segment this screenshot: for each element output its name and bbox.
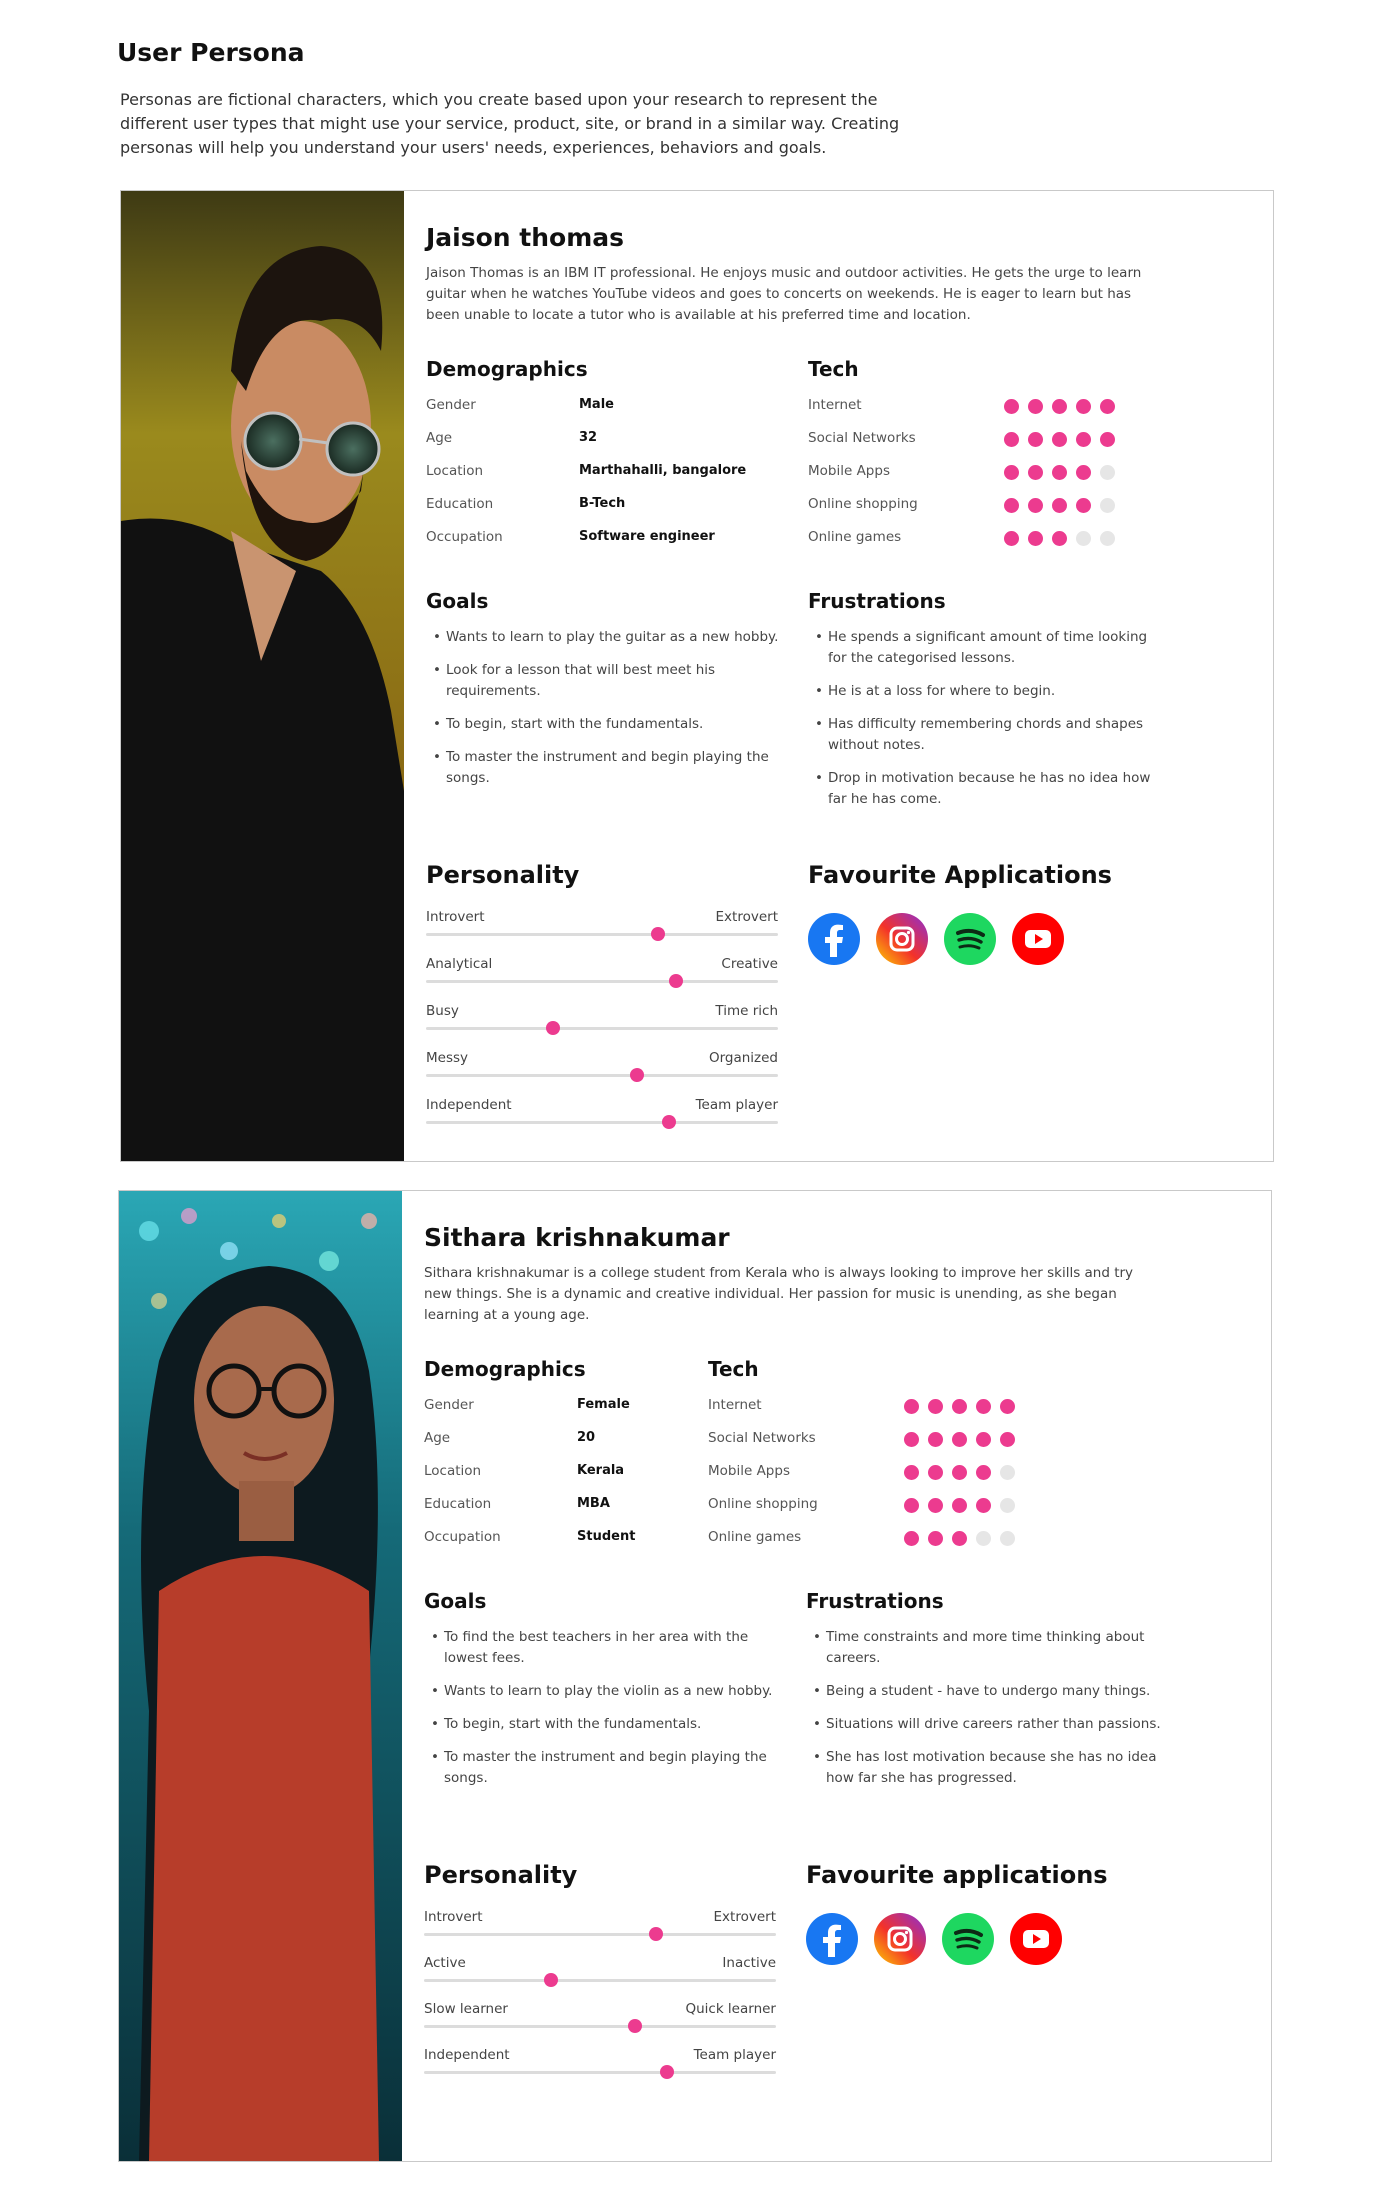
- rating-dot-filled: [1000, 1432, 1015, 1447]
- personality-slider: [426, 956, 778, 996]
- tech-label: Mobile Apps: [808, 463, 890, 479]
- slider-right-label: Extrovert: [713, 1909, 776, 1925]
- personality-slider: [424, 2001, 776, 2041]
- demographics-value: Marthahalli, bangalore: [579, 463, 747, 478]
- tech-row: [808, 496, 1148, 516]
- slider-track: [426, 933, 778, 936]
- persona-bio: Sithara krishnakumar is a college student from Kerala who is always looking to improve her skills and try new things. She is a dynamic and creative individual. Her passion for music is unending, as she began learning at a young age.: [424, 1265, 1134, 1323]
- persona-photo: [121, 191, 404, 1161]
- tech-rating: [1004, 498, 1115, 513]
- tech-row: [708, 1496, 1048, 1516]
- tech-label: Online shopping: [808, 496, 918, 512]
- tech-label: Internet: [708, 1397, 762, 1413]
- goal-item: • To begin, start with the fundamentals.: [424, 1714, 784, 1735]
- frustration-item: • Drop in motivation because he has no idea how far he has come.: [808, 768, 1168, 810]
- rating-dot-empty: [1000, 1531, 1015, 1546]
- page-title: User Persona: [117, 38, 305, 67]
- rating-dot-filled: [928, 1432, 943, 1447]
- tech-rating: [904, 1531, 1015, 1546]
- apps-title: Favourite applications: [806, 1861, 1108, 1889]
- slider-knob: [630, 1068, 644, 1082]
- slider-knob: [669, 974, 683, 988]
- goals-title: Goals: [424, 1589, 487, 1613]
- frustration-item: • Has difficulty remembering chords and shapes without notes.: [808, 714, 1168, 756]
- demographics-value: Student: [577, 1529, 636, 1544]
- rating-dot-filled: [976, 1465, 991, 1480]
- slider-knob: [628, 2019, 642, 2033]
- facebook-icon[interactable]: [808, 913, 860, 965]
- demographics-label: Gender: [426, 397, 476, 413]
- rating-dot-filled: [1004, 531, 1019, 546]
- youtube-icon[interactable]: [1012, 913, 1064, 965]
- spotify-icon[interactable]: [944, 913, 996, 965]
- rating-dot-filled: [904, 1432, 919, 1447]
- personality-slider: [424, 1909, 776, 1949]
- slider-track: [424, 1933, 776, 1936]
- goals-list: [424, 1627, 784, 1801]
- rating-dot-filled: [1052, 465, 1067, 480]
- goal-item: • To master the instrument and begin playing the songs.: [424, 1747, 784, 1789]
- demographics-row: [426, 430, 776, 450]
- facebook-icon[interactable]: [806, 1913, 858, 1965]
- instagram-icon[interactable]: [874, 1913, 926, 1965]
- rating-dot-filled: [1076, 465, 1091, 480]
- frustrations-list: [808, 627, 1168, 822]
- goal-item: • Wants to learn to play the guitar as a new hobby.: [426, 627, 786, 648]
- personality-slider: [424, 1955, 776, 1995]
- rating-dot-filled: [1028, 531, 1043, 546]
- goal-item: • Look for a lesson that will best meet his requirements.: [426, 660, 786, 702]
- slider-left-label: Messy: [426, 1050, 469, 1066]
- slider-right-label: Quick learner: [685, 2001, 776, 2017]
- slider-left-label: Independent: [424, 2047, 510, 2063]
- frustration-item: • Being a student - have to undergo many things.: [806, 1681, 1166, 1702]
- frustration-item: • She has lost motivation because she has no idea how far she has progressed.: [806, 1747, 1166, 1789]
- slider-left-label: Independent: [426, 1097, 512, 1113]
- rating-dot-filled: [1052, 432, 1067, 447]
- persona-content: [426, 191, 1273, 1161]
- youtube-icon[interactable]: [1010, 1913, 1062, 1965]
- slider-knob: [662, 1115, 676, 1129]
- demographics-label: Gender: [424, 1397, 474, 1413]
- tech-row: [708, 1529, 1048, 1549]
- demographics-value: MBA: [577, 1496, 610, 1511]
- slider-left-label: Busy: [426, 1003, 459, 1019]
- goals-title: Goals: [426, 589, 489, 613]
- personality-title: Personality: [424, 1861, 578, 1889]
- tech-title: Tech: [808, 357, 859, 381]
- demographics-value: 20: [577, 1430, 596, 1445]
- persona-card: [120, 190, 1274, 1162]
- rating-dot-empty: [1000, 1465, 1015, 1480]
- favourite-apps: [806, 1913, 1062, 1965]
- personality-title: Personality: [426, 861, 580, 889]
- slider-knob: [649, 1927, 663, 1941]
- rating-dot-empty: [1100, 498, 1115, 513]
- rating-dot-filled: [1004, 498, 1019, 513]
- tech-row: [708, 1463, 1048, 1483]
- slider-knob: [546, 1021, 560, 1035]
- slider-right-label: Creative: [721, 956, 778, 972]
- persona-name: Jaison thomas: [426, 223, 625, 252]
- slider-track: [426, 1121, 778, 1124]
- rating-dot-filled: [904, 1465, 919, 1480]
- demographics-label: Occupation: [424, 1529, 501, 1545]
- tech-label: Social Networks: [808, 430, 916, 446]
- demographics-value: B-Tech: [579, 496, 626, 511]
- tech-rating: [1004, 399, 1115, 414]
- rating-dot-filled: [976, 1432, 991, 1447]
- frustration-item: • Situations will drive careers rather than passions.: [806, 1714, 1166, 1735]
- goal-item: • To master the instrument and begin playing the songs.: [426, 747, 786, 789]
- rating-dot-filled: [952, 1465, 967, 1480]
- tech-rating: [904, 1399, 1015, 1414]
- tech-row: [808, 430, 1148, 450]
- tech-rating: [1004, 465, 1115, 480]
- persona-bio: Jaison Thomas is an IBM IT professional. He enjoys music and outdoor activities. He gets the urge to learn guitar when he watches YouTube videos and goes to concerts on weekends. He is eager to learn but has been unable to locate a tutor who is available at his preferred time and location.: [426, 265, 1142, 323]
- slider-right-label: Time rich: [715, 1003, 778, 1019]
- frustrations-title: Frustrations: [808, 589, 946, 613]
- rating-dot-empty: [976, 1531, 991, 1546]
- rating-dot-filled: [1100, 432, 1115, 447]
- frustration-item: • He is at a loss for where to begin.: [808, 681, 1168, 702]
- favourite-apps: [808, 913, 1064, 965]
- demographics-value: Female: [577, 1397, 630, 1412]
- tech-rating: [1004, 531, 1115, 546]
- slider-left-label: Introvert: [426, 909, 485, 925]
- rating-dot-filled: [1028, 432, 1043, 447]
- rating-dot-filled: [952, 1432, 967, 1447]
- tech-label: Social Networks: [708, 1430, 816, 1446]
- frustration-item: • He spends a significant amount of time looking for the categorised lessons.: [808, 627, 1168, 669]
- slider-knob: [660, 2065, 674, 2079]
- rating-dot-filled: [904, 1399, 919, 1414]
- persona-card: [118, 1190, 1272, 2162]
- rating-dot-empty: [1000, 1498, 1015, 1513]
- demographics-value: Kerala: [577, 1463, 625, 1478]
- personality-slider: [426, 1097, 778, 1137]
- personality-slider: [424, 2047, 776, 2087]
- rating-dot-filled: [952, 1399, 967, 1414]
- rating-dot-filled: [976, 1399, 991, 1414]
- rating-dot-filled: [1052, 531, 1067, 546]
- tech-title: Tech: [708, 1357, 759, 1381]
- slider-right-label: Team player: [695, 1097, 778, 1113]
- spotify-icon[interactable]: [942, 1913, 994, 1965]
- rating-dot-filled: [1028, 465, 1043, 480]
- tech-label: Mobile Apps: [708, 1463, 790, 1479]
- demographics-title: Demographics: [424, 1357, 586, 1381]
- persona-name: Sithara krishnakumar: [424, 1223, 730, 1252]
- tech-rating: [904, 1432, 1015, 1447]
- demographics-label: Education: [424, 1496, 492, 1512]
- goals-list: [426, 627, 786, 801]
- rating-dot-filled: [976, 1498, 991, 1513]
- tech-rating: [904, 1498, 1015, 1513]
- rating-dot-filled: [1052, 399, 1067, 414]
- tech-row: [808, 529, 1148, 549]
- slider-right-label: Team player: [693, 2047, 776, 2063]
- slider-right-label: Inactive: [722, 1955, 776, 1971]
- goal-item: • To find the best teachers in her area with the lowest fees.: [424, 1627, 784, 1669]
- demographics-label: Education: [426, 496, 494, 512]
- frustrations-title: Frustrations: [806, 1589, 944, 1613]
- slider-track: [424, 2071, 776, 2074]
- rating-dot-filled: [952, 1498, 967, 1513]
- apps-title: Favourite Applications: [808, 861, 1112, 889]
- demographics-row: [426, 529, 776, 549]
- tech-label: Online games: [808, 529, 902, 545]
- goal-item: • Wants to learn to play the violin as a new hobby.: [424, 1681, 784, 1702]
- slider-left-label: Analytical: [426, 956, 493, 972]
- slider-right-label: Organized: [708, 1050, 778, 1066]
- slider-knob: [651, 927, 665, 941]
- rating-dot-filled: [928, 1465, 943, 1480]
- goal-item: • To begin, start with the fundamentals.: [426, 714, 786, 735]
- persona-content: [424, 1191, 1271, 2161]
- rating-dot-filled: [928, 1498, 943, 1513]
- personality-slider: [426, 909, 778, 949]
- rating-dot-filled: [1004, 465, 1019, 480]
- tech-rating: [904, 1465, 1015, 1480]
- slider-knob: [544, 1973, 558, 1987]
- demographics-label: Occupation: [426, 529, 503, 545]
- tech-row: [708, 1397, 1048, 1417]
- slider-track: [424, 1979, 776, 1982]
- rating-dot-filled: [1000, 1399, 1015, 1414]
- slider-left-label: Slow learner: [424, 2001, 508, 2017]
- rating-dot-filled: [928, 1531, 943, 1546]
- rating-dot-filled: [952, 1531, 967, 1546]
- slider-left-label: Active: [424, 1955, 466, 1971]
- tech-row: [808, 397, 1148, 417]
- page-intro: Personas are fictional characters, which you create based upon your research to represent the different user types that might use your service, product, site, or brand in a similar way. Creating personas will help you understand your users' needs, experiences, behaviors and goals.: [120, 90, 900, 157]
- rating-dot-filled: [1052, 498, 1067, 513]
- rating-dot-filled: [904, 1531, 919, 1546]
- rating-dot-empty: [1100, 531, 1115, 546]
- rating-dot-filled: [1028, 498, 1043, 513]
- rating-dot-filled: [1100, 399, 1115, 414]
- demographics-value: 32: [579, 430, 598, 445]
- demographics-row: [426, 463, 776, 483]
- instagram-icon[interactable]: [876, 913, 928, 965]
- slider-track: [426, 980, 778, 983]
- rating-dot-filled: [1004, 399, 1019, 414]
- personality-slider: [426, 1050, 778, 1090]
- tech-rating: [1004, 432, 1115, 447]
- rating-dot-filled: [1028, 399, 1043, 414]
- rating-dot-empty: [1076, 531, 1091, 546]
- demographics-label: Location: [426, 463, 484, 479]
- demographics-label: Age: [424, 1430, 451, 1446]
- rating-dot-filled: [1076, 432, 1091, 447]
- persona-photo: [119, 1191, 402, 2161]
- demographics-label: Location: [424, 1463, 482, 1479]
- rating-dot-filled: [1076, 399, 1091, 414]
- slider-track: [426, 1074, 778, 1077]
- rating-dot-filled: [1004, 432, 1019, 447]
- slider-track: [426, 1027, 778, 1030]
- demographics-row: [426, 397, 776, 417]
- slider-left-label: Introvert: [424, 1909, 483, 1925]
- rating-dot-filled: [928, 1399, 943, 1414]
- personality-slider: [426, 1003, 778, 1043]
- demographics-row: [426, 496, 776, 516]
- slider-track: [424, 2025, 776, 2028]
- demographics-label: Age: [426, 430, 453, 446]
- demographics-value: Male: [579, 397, 614, 412]
- tech-label: Online shopping: [708, 1496, 818, 1512]
- rating-dot-empty: [1100, 465, 1115, 480]
- tech-row: [708, 1430, 1048, 1450]
- slider-right-label: Extrovert: [715, 909, 778, 925]
- tech-label: Internet: [808, 397, 862, 413]
- demographics-value: Software engineer: [579, 529, 715, 544]
- rating-dot-filled: [904, 1498, 919, 1513]
- tech-row: [808, 463, 1148, 483]
- rating-dot-filled: [1076, 498, 1091, 513]
- frustrations-list: [806, 1627, 1166, 1801]
- tech-label: Online games: [708, 1529, 802, 1545]
- demographics-title: Demographics: [426, 357, 588, 381]
- frustration-item: • Time constraints and more time thinking about careers.: [806, 1627, 1166, 1669]
